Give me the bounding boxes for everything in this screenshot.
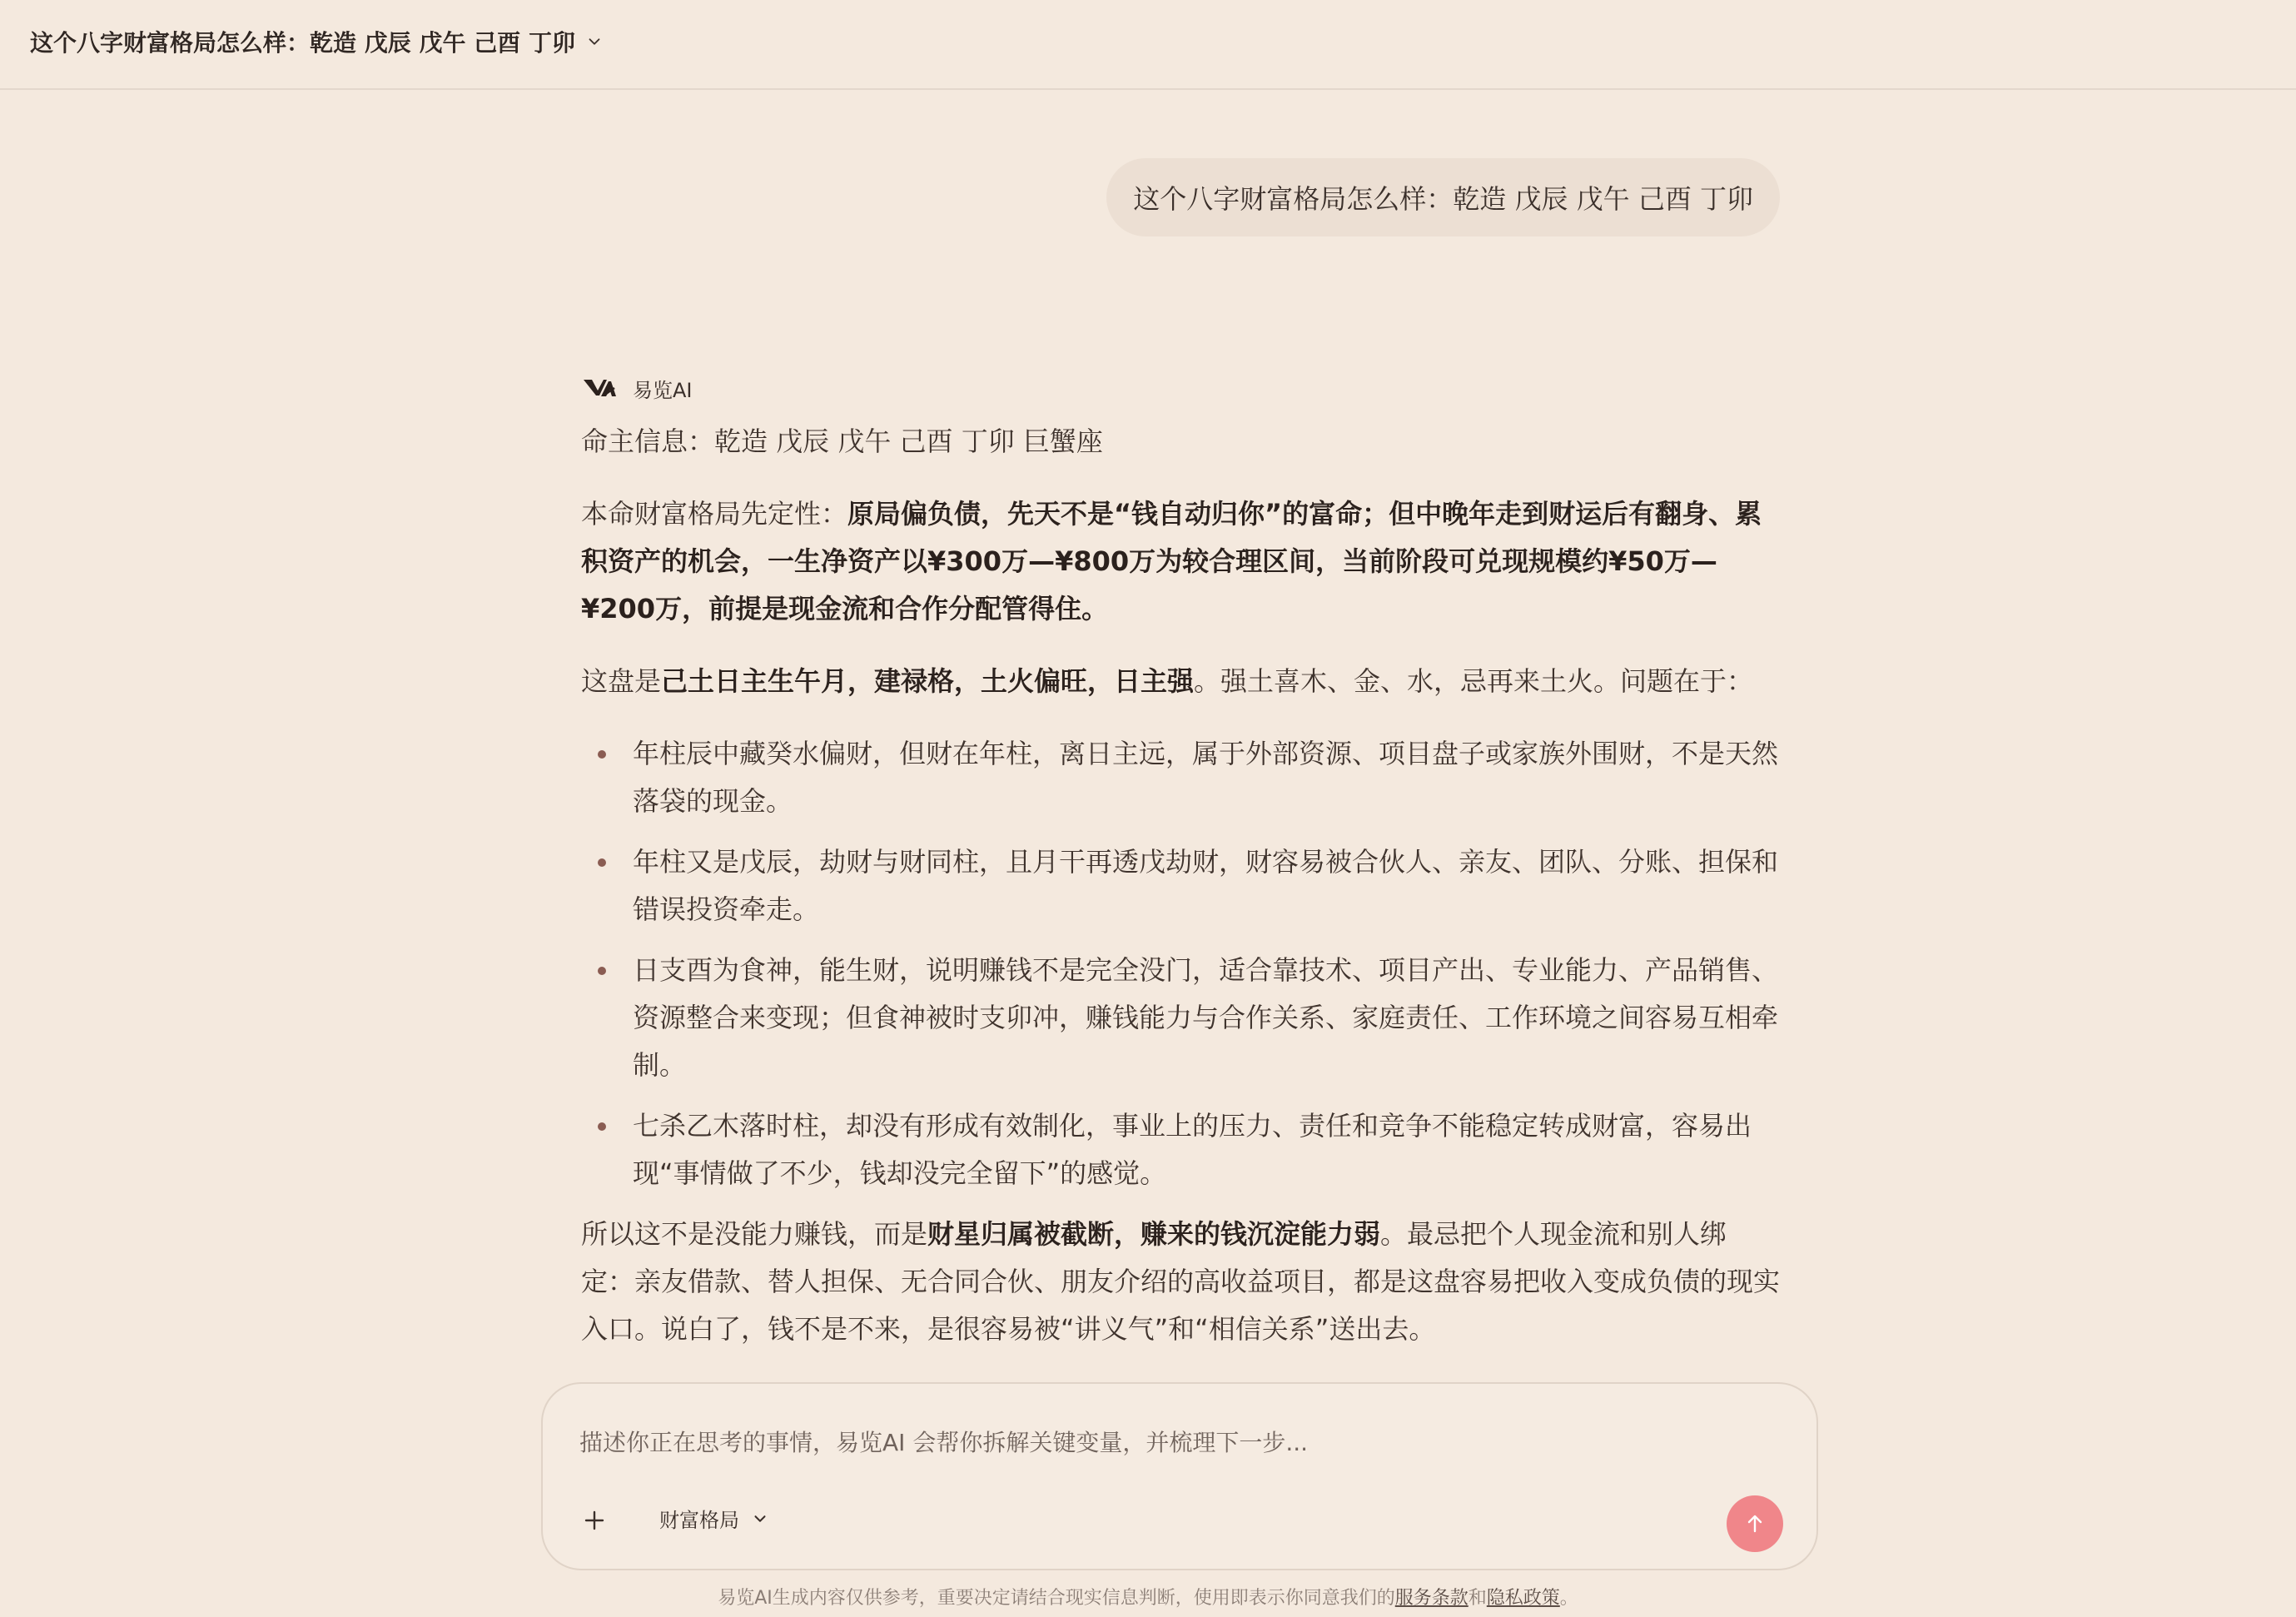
privacy-link[interactable]: 隐私政策: [1486, 1588, 1560, 1609]
mode-selector[interactable]: [659, 1504, 769, 1533]
top-bar: [0, 0, 2296, 90]
chart-suffix: 。强土喜木、金、水，忌再来土火。问题在于：: [1194, 665, 1754, 697]
message-composer: [541, 1382, 1818, 1570]
bullet-dot: [598, 750, 606, 759]
bullet-dot: [598, 1122, 606, 1131]
conversation-title: 这个八字财富格局怎么样：乾造 戊辰 戊午 己酉 丁卯: [30, 29, 575, 57]
summary-bold: 原局偏负债，先天不是“钱自动归你”的富命；但中晚年走到财运后有翻身、累积资产的机会，一生净资产以¥300万—¥800万为较合理区间，当前阶段可兑现规模约¥50万—¥200万，前提是现金流和合作分配管得住。: [581, 498, 1762, 624]
footer-disclaimer: [0, 1584, 2296, 1610]
list-item-text: 七杀乙木落时柱，却没有形成有效制化，事业上的压力、责任和竞争不能稳定转成财富，容易出现“事情做了不少，钱却没完全留下”的感觉。: [633, 1110, 1752, 1189]
message-input[interactable]: [579, 1429, 1762, 1456]
list-item: [581, 838, 1780, 933]
paragraph-summary: [581, 490, 1780, 633]
list-item-text: 年柱辰中藏癸水偏财，但财在年柱，离日主远，属于外部资源、项目盘子或家族外围财，不是天然落袋的现金。: [633, 738, 1779, 817]
plus-icon[interactable]: [579, 1505, 609, 1535]
terms-link[interactable]: 服务条款: [1394, 1588, 1469, 1609]
disclaimer-text: 易览AI生成内容仅供参考，重要决定请结合现实信息判断，使用即表示你同意我们的: [718, 1588, 1395, 1609]
assistant-message-body: [581, 418, 1780, 1353]
bullet-dot: [598, 858, 606, 867]
list-item: [581, 730, 1780, 825]
chart-prefix: 这盘是: [581, 665, 662, 697]
conversation-title-dropdown[interactable]: [30, 25, 604, 58]
user-message-bubble: [1106, 158, 1780, 236]
info-line: 命主信息：乾造 戊辰 戊午 己酉 丁卯 巨蟹座: [581, 425, 1103, 457]
arrow-up-icon: [1742, 1511, 1767, 1536]
list-item: [581, 1102, 1780, 1197]
send-button[interactable]: [1727, 1495, 1783, 1552]
summary-prefix: 本命财富格局先定性：: [581, 498, 848, 530]
conclusion-suffix: 。最忌把个人现金流和别人绑定：亲友借款、替人担保、无合同合伙、朋友介绍的高收益项目，都是这盘容易把收入变成负债的现实入口。说白了，钱不是不来，是很容易被“讲义气”和“相信关系”送出去。: [581, 1218, 1781, 1345]
bullet-dot: [598, 967, 606, 975]
disclaimer-and: 和: [1468, 1588, 1487, 1609]
chevron-down-icon: [751, 1510, 769, 1528]
paragraph-conclusion: [581, 1211, 1780, 1353]
assistant-name: 易览AI: [633, 378, 693, 402]
list-item: [581, 947, 1780, 1089]
analysis-list: [581, 730, 1780, 1197]
chart-bold: 己土日主生午月，建禄格，土火偏旺，日主强: [661, 665, 1195, 697]
list-item-text: 年柱又是戊辰，劫财与财同柱，且月干再透戊劫财，财容易被合伙人、亲友、团队、分账、担保和错误投资牵走。: [633, 846, 1779, 925]
list-item-text: 日支酉为食神，能生财，说明赚钱不是完全没门，适合靠技术、项目产出、专业能力、产品销售、资源整合来变现；但食神被时支卯冲，赚钱能力与合作关系、家庭责任、工作环境之间容易互相牵制。: [633, 954, 1779, 1081]
chevron-down-icon: [585, 32, 604, 51]
assistant-message: [581, 370, 1780, 1353]
yilan-logo-icon: [581, 374, 618, 402]
conclusion-bold: 财星归属被截断，赚来的钱沉淀能力弱: [927, 1218, 1381, 1250]
disclaimer-end: 。: [1559, 1588, 1578, 1609]
user-message-text: 这个八字财富格局怎么样：乾造 戊辰 戊午 己酉 丁卯: [1133, 183, 1753, 215]
paragraph-chart: [581, 658, 1780, 705]
conclusion-prefix: 所以这不是没能力赚钱，而是: [581, 1218, 928, 1250]
mode-label: 财富格局: [659, 1509, 739, 1532]
assistant-header: [581, 370, 1780, 406]
